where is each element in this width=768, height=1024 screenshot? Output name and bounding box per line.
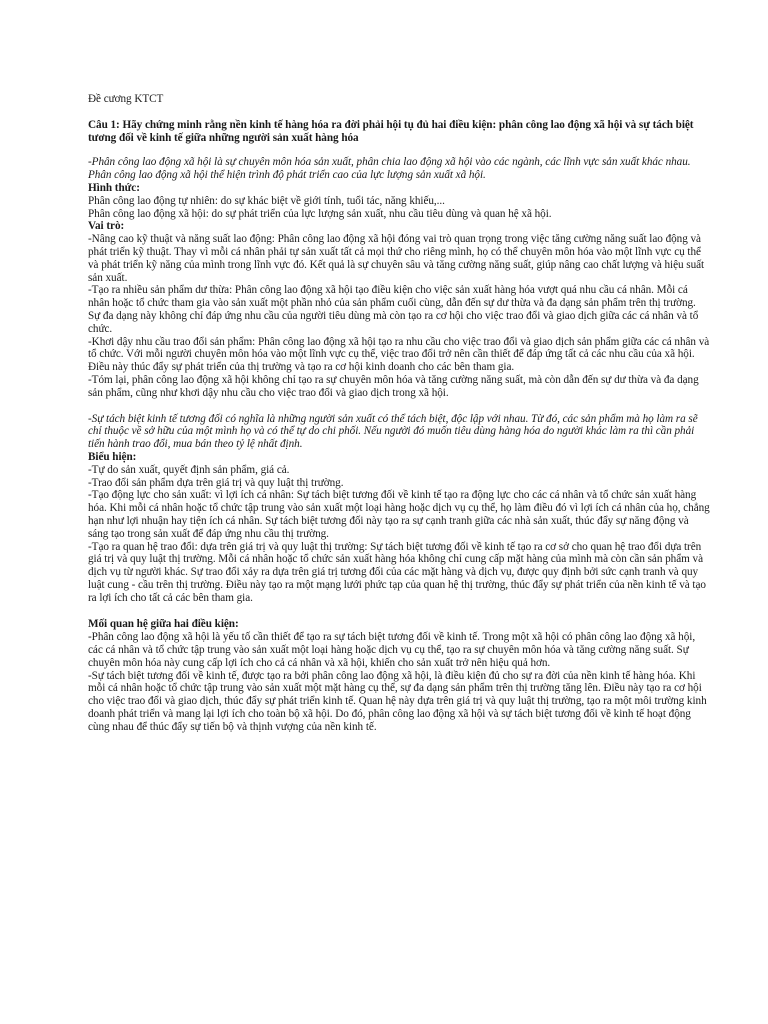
economic-separation-definition: -Sự tách biệt kinh tế tương đối có nghĩa là những người sản xuất có thể tách biệt, độc lập với nhau. Từ đó, các sản phẩm mà họ làm ra sẽ chỉ thuộc về sở hữu của một mình họ và có thể tự do chi phối. Nếu người đó muốn tiêu dùng hàng hóa do người khác làm ra thì cần phải tiến hành trao đổi, mua bán theo tỷ lệ nhất định. bbox=[88, 412, 698, 451]
expression-free-production: -Tự do sản xuất, quyết định sản phẩm, giá cả. bbox=[88, 463, 290, 476]
division-of-labor-definition: -Phân công lao động xã hội là sự chuyên môn hóa sản xuất, phân chia lao động xã hội vào các ngành, các lĩnh vực sản xuất khác nhau. Phân công lao động xã hội thể hiện trình độ phát triển cao của lực lượng sản xuất xã hội. bbox=[88, 156, 691, 182]
relationship-paragraph-1: -Phân công lao động xã hội là yếu tố cần thiết để tạo ra sự tách biệt tương đối về kinh tế. Trong một xã hội có phân công lao động xã hội, các cá nhân và tổ chức tập trung vào sản xuất một loại hàng hoặc dịch vụ cụ thể, tạo ra sự chuyên môn hóa và tăng cường năng suất. Sự chuyên môn hóa này cung cấp lợi ích cho cả cá nhân và xã hội, khiến cho sản xuất trở nên hiệu quả hơn. bbox=[88, 631, 696, 669]
document-title: Đề cương KTCT bbox=[88, 93, 164, 105]
form-natural: Phân công lao động tự nhiên: do sự khác biệt về giới tính, tuổi tác, năng khiếu,... bbox=[88, 194, 445, 207]
form-social: Phân công lao động xã hội: do sự phát triển của lực lượng sản xuất, nhu cầu tiêu dùng và quan hệ xã hội. bbox=[88, 207, 552, 220]
expression-motivation: -Tạo động lực cho sản xuất: vì lợi ích cá nhân: Sự tách biệt tương đối về kinh tế tạo ra động lực cho các cá nhân và tổ chức sản xuất hàng hóa. Khi mỗi cá nhân hoặc tổ chức tập trung vào sản xuất một loại hàng hoặc dịch vụ cụ thể, họ làm điều đó vì lợi ích cá nhân của họ, chẳng hạn như lợi nhuận hay tiện ích cá nhân. Sự tách biệt tương đối này tạo ra sự cạnh tranh giữa các nhà sản xuất, thúc đẩy sự năng động và sáng tạo trong sản xuất để đáp ứng nhu cầu thị trường. bbox=[88, 489, 710, 540]
expressions-heading: Biểu hiện: bbox=[88, 450, 137, 463]
question-heading: Câu 1: Hãy chứng minh rằng nền kinh tế hàng hóa ra đời phải hội tụ đủ hai điều kiện: phân công lao động xã hội và sự tách biệt tương đối về kinh tế giữa những người sản xuất hàng hóa bbox=[88, 118, 694, 144]
expression-market-exchange: -Trao đổi sản phẩm dựa trên giá trị và quy luật thị trường. bbox=[88, 476, 344, 489]
forms-heading: Hình thức: bbox=[88, 181, 140, 194]
relationship-heading: Mối quan hệ giữa hai điều kiện: bbox=[88, 618, 239, 631]
relationship-paragraph-2: -Sự tách biệt tương đối về kinh tế, được tạo ra bởi phân công lao động xã hội, là điều kiện đủ cho sự ra đời của nền kinh tế hàng hóa. Khi mỗi cá nhân hoặc tổ chức tập trung vào sản xuất một mặt hàng cụ thể, sự đa dạng sản phẩm trên thị trường tăng lên. Điều này tạo ra cơ hội cho việc trao đổi và giao dịch, thúc đẩy sự phát triển kinh tế. Quan hệ này dựa trên giá trị và quy luật thị trường, tạo ra một môi trường kinh doanh phát triển và mang lại lợi ích cho toàn bộ xã hội. Do đó, phân công lao động xã hội và sự tách biệt tương đối về kinh tế hoạt động cùng nhau để thúc đẩy sự tiến bộ và thịnh vượng của nền kinh tế. bbox=[88, 669, 707, 733]
roles-summary: -Tóm lại, phân công lao động xã hội không chỉ tạo ra sự chuyên môn hóa và tăng cường năng suất, mà còn dẫn đến sự dư thừa và đa dạng sản phẩm, cũng như khơi dậy nhu cầu cho việc trao đổi và giao dịch trong xã hội. bbox=[88, 373, 699, 399]
expression-exchange-relations: -Tạo ra quan hệ trao đổi: dựa trên giá trị và quy luật thị trường: Sự tách biệt tương đối về kinh tế tạo ra cơ sở cho quan hệ trao đổi dựa trên giá trị và quy luật thị trường. Mỗi cá nhân hoặc tổ chức sản xuất hàng hóa không chỉ cung cấp mặt hàng của mình mà còn cần sản phẩm và dịch vụ từ người khác. Sự trao đổi xảy ra dựa trên giá trị tương đối của các mặt hàng và dịch vụ, được quy định bởi sức cạnh tranh và quy luật cung - cầu trên thị trường. Điều này tạo ra một mạng lưới phức tạp của quan hệ thị trường, thúc đẩy sự phát triển của nền kinh tế và tạo ra lợi ích cho tất cả các bên tham gia. bbox=[88, 540, 706, 604]
role-exchange-demand: -Khơi dậy nhu cầu trao đổi sản phẩm: Phân công lao động xã hội tạo ra nhu cầu cho việc trao đổi và giao dịch sản phẩm giữa các cá nhân và tổ chức. Với mỗi người chuyên môn hóa vào một lĩnh vực cụ thể, việc trao đổi trở nên cần thiết để đáp ứng tất cả các nhu cầu của xã hội. Điều này thúc đẩy sự phát triển của thị trường và tạo ra cơ hội kinh doanh cho các bên tham gia. bbox=[88, 335, 710, 374]
role-surplus: -Tạo ra nhiều sản phẩm dư thừa: Phân công lao động xã hội tạo điều kiện cho việc sản xuất hàng hóa vượt quá nhu cầu cá nhân. Mỗi cá nhân hoặc tổ chức tham gia vào sản xuất một phần nhỏ của sản phẩm cuối cùng, dẫn đến sự dư thừa và đa dạng sản phẩm trên thị trường. Sự đa dạng này không chỉ đáp ứng nhu cầu của người tiêu dùng mà còn tạo ra cơ hội cho việc trao đổi và giao dịch giữa các cá nhân và tổ chức. bbox=[88, 284, 699, 335]
document-page bbox=[88, 93, 710, 734]
role-productivity: -Nâng cao kỹ thuật và năng suất lao động: Phân công lao động xã hội đóng vai trò quan trọng trong việc tăng cường năng suất lao động và phát triển kỹ thuật. Thay vì mỗi cá nhân phải tự sản xuất tất cả mọi thứ cho riêng mình, họ có thể chuyên môn hóa vào một lĩnh vực cụ thể và phát triển kỹ năng của mình trong lĩnh vực đó. Kết quả là sự chuyên sâu và tăng cường năng suất, giúp nâng cao chất lượng và hiệu suất sản xuất. bbox=[88, 233, 705, 284]
roles-heading: Vai trò: bbox=[88, 220, 125, 233]
